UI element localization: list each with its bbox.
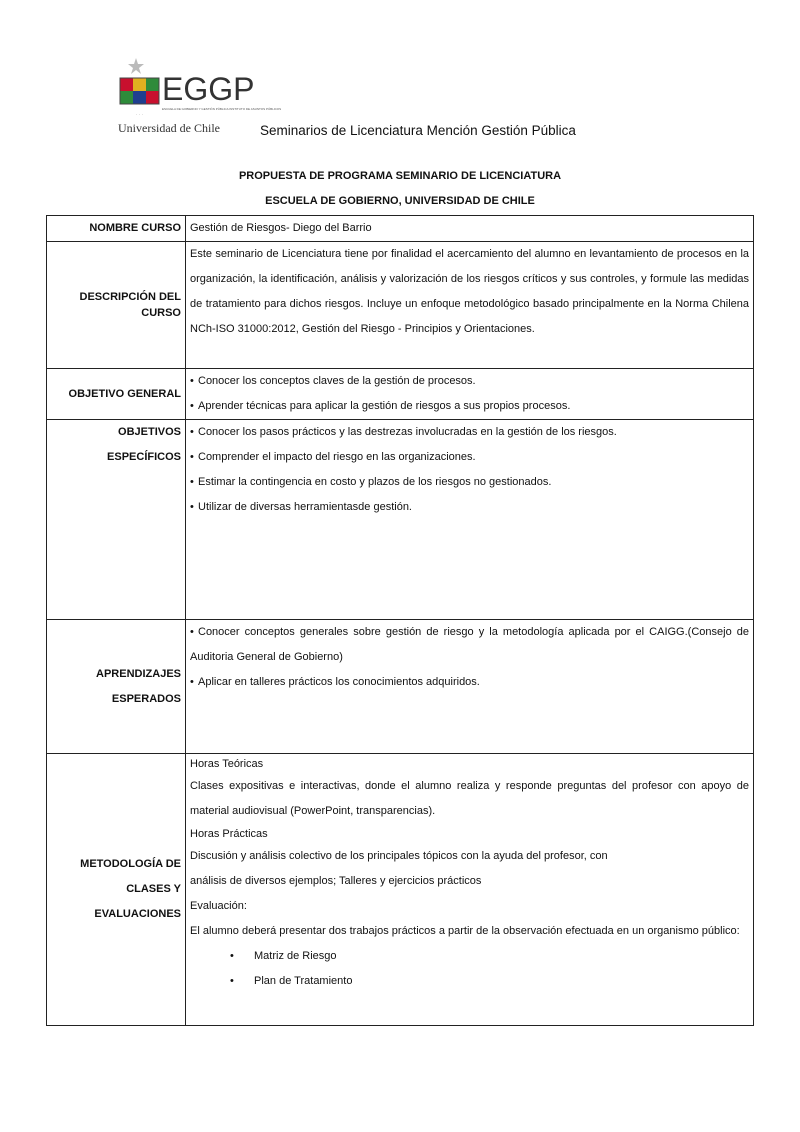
evaluacion-title: Evaluación:: [190, 900, 247, 912]
list-item: • Conocer conceptos generales sobre gestión de riesgo y la metodología aplicada por el CAIGG.(Consejo de Auditoria General de Gobierno): [190, 620, 749, 670]
value-aprendizajes: [186, 620, 754, 754]
list-item: • Estimar la contingencia en costo y plazos de los riesgos no gestionados.: [190, 470, 749, 495]
row-nombre-curso: [47, 216, 754, 242]
label-objetivo-general: OBJETIVO GENERAL: [47, 369, 186, 420]
horas-practicas-line: Discusión y análisis colectivo de los principales tópicos con la ayuda del profesor, con: [190, 850, 608, 862]
aprendizajes-list: [190, 620, 749, 695]
seal-icon: [120, 58, 159, 117]
horas-teoricas-title: Horas Teóricas: [190, 758, 264, 770]
logo-subtitle: Universidad de Chile: [118, 121, 220, 135]
eggp-logo: [118, 56, 282, 136]
evaluacion-list: [190, 944, 749, 994]
row-metodologia: [47, 754, 754, 1026]
list-item: • Conocer los conceptos claves de la gestión de procesos.: [190, 369, 749, 394]
list-item: • Aplicar en talleres prácticos los conocimientos adquiridos.: [190, 670, 749, 695]
objetivos-especificos-list: [190, 420, 749, 520]
row-aprendizajes: [47, 620, 754, 754]
horas-teoricas-text: Clases expositivas e interactivas, donde el alumno realiza y responde preguntas del profesor con apoyo de material audiovisual (PowerPoint, transparencias).: [190, 780, 749, 817]
logo-small-text: ESCUELA DE GOBIERNO Y GESTIÓN PÚBLICA INSTITUTO DE ASUNTOS PÚBLICOS: [162, 107, 282, 111]
svg-text:· · ·: · · ·: [136, 112, 143, 117]
list-item: • Matriz de Riesgo: [230, 944, 749, 969]
document-title: PROPUESTA DE PROGRAMA SEMINARIO DE LICENCIATURA: [238, 170, 562, 182]
row-objetivo-general: [47, 369, 754, 420]
logo-wordmark: EGGP: [162, 71, 255, 107]
objetivo-general-list: [190, 369, 749, 419]
value-nombre-curso: Gestión de Riesgos- Diego del Barrio: [186, 216, 754, 242]
list-item: • Utilizar de diversas herramientasde gestión.: [190, 495, 749, 520]
list-item: • Conocer los pasos prácticos y las destrezas involucradas en la gestión de los riesgos.: [190, 420, 749, 445]
value-objetivo-general: [186, 369, 754, 420]
course-table: [46, 215, 754, 1026]
value-objetivos-especificos: [186, 420, 754, 620]
list-item: • Plan de Tratamiento: [230, 969, 749, 994]
list-item: • Comprender el impacto del riesgo en las organizaciones.: [190, 445, 749, 470]
label-objetivos-especificos: OBJETIVOS ESPECÍFICOS: [47, 420, 186, 620]
label-nombre-curso: NOMBRE CURSO: [47, 216, 186, 242]
horas-practicas-title: Horas Prácticas: [190, 828, 268, 840]
seminar-title: Seminarios de Licenciatura Mención Gestión Pública: [260, 123, 576, 138]
label-metodologia: METODOLOGÍA DE CLASES Y EVALUACIONES: [47, 754, 186, 1026]
label-descripcion: DESCRIPCIÓN DEL CURSO: [47, 242, 186, 369]
label-aprendizajes: APRENDIZAJES ESPERADOS: [47, 620, 186, 754]
list-item: • Aprender técnicas para aplicar la gestión de riesgos a sus propios procesos.: [190, 394, 749, 419]
document-subtitle: ESCUELA DE GOBIERNO, UNIVERSIDAD DE CHILE: [265, 195, 535, 207]
horas-practicas-line: análisis de diversos ejemplos; Talleres y ejercicios prácticos: [190, 875, 482, 887]
page-header: [118, 56, 758, 136]
row-objetivos-especificos: [47, 420, 754, 620]
row-descripcion: [47, 242, 754, 369]
value-metodologia: [186, 754, 754, 1026]
evaluacion-text: El alumno deberá presentar dos trabajos prácticos a partir de la observación efectuada en un organismo público:: [190, 925, 740, 937]
value-descripcion: Este seminario de Licenciatura tiene por finalidad el acercamiento del alumno en levantamiento de procesos en la organización, la identificación, análisis y valorización de los riesgos críticos y sus controles, y formule las medidas de tratamiento para dichos riesgos. Incluye un enfoque metodológico basado principalmente en la Norma Chilena NCh-ISO 31000:2012, Gestión del Riesgo - Principios y Orientaciones.: [186, 242, 754, 369]
